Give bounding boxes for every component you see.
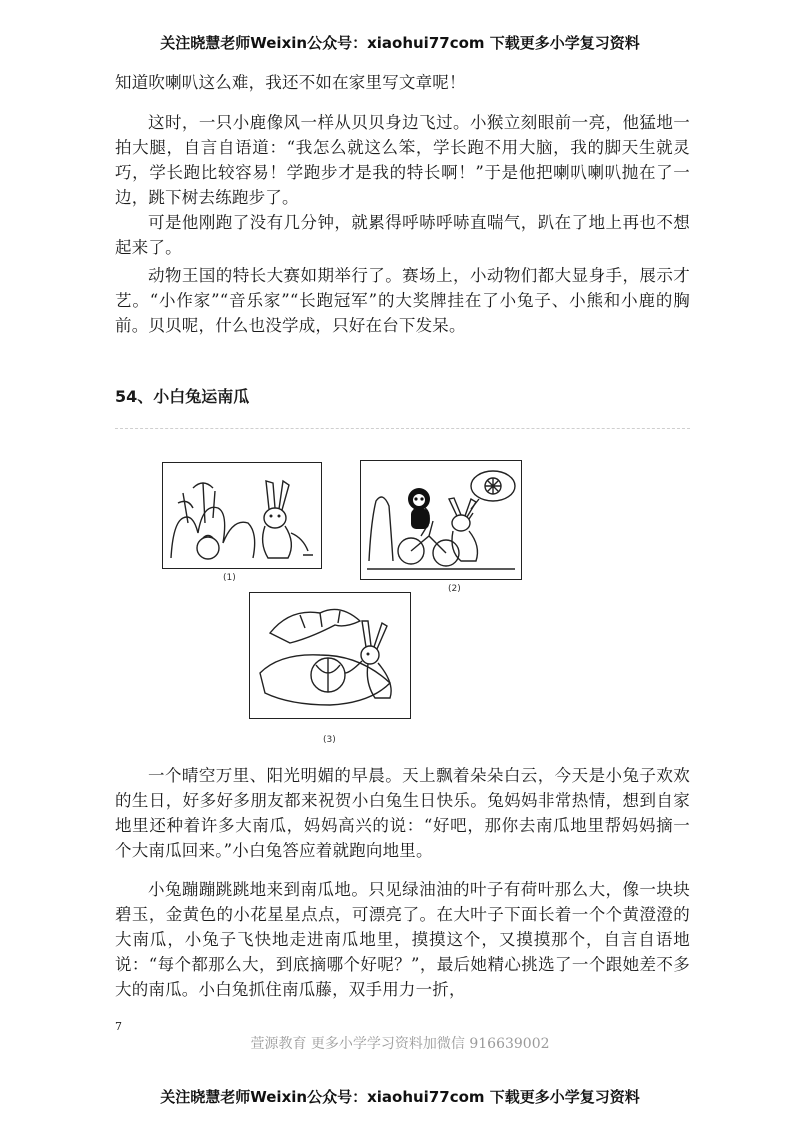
section-heading: 54、小白兔运南瓜 (115, 387, 250, 406)
paragraph-deer: 这时，一只小鹿像风一样从贝贝身边飞过。小猴立刻眼前一亮，他猛地一拍大腿，自言自语道：“我怎么就这么笨，学长跑不用大脑，我的脚天生就灵巧，学长跑比较容易！学跑步才是我的特长啊！”于是他把喇叭喇叭抛在了一边，跳下树去练跑步了。 (115, 113, 690, 207)
paragraph-birthday: 一个晴空万里、阳光明媚的早晨。天上飘着朵朵白云，今天是小兔子欢欢的生日，好多好多朋友都来祝贺小白兔生日快乐。兔妈妈非常热情，想到自家地里还种着许多大南瓜，妈妈高兴的说：“好吧，那你去南瓜地里帮妈妈摘一个大南瓜回来。”小白兔答应着就跑向地里。 (115, 766, 690, 860)
page-number: 7 (115, 1020, 122, 1033)
paragraph-tired: 可是他刚跑了没有几分钟，就累得呼哧呼哧直喘气，趴在了地上再也不想起来了。 (115, 213, 690, 257)
paragraph-pumpkin-field: 小兔蹦蹦跳跳地来到南瓜地。只见绿油油的叶子有荷叶那么大，像一块块碧玉，金黄色的小花星星点点，可漂亮了。在大叶子下面长着一个个黄澄澄的大南瓜，小兔子飞快地走进南瓜地里，摸摸这个，又摸摸那个，自言自语地说：“每个都那么大，到底摘哪个好呢？”，最后她精心挑选了一个跟她差不多大的南瓜。小白兔抓住南瓜藤，双手用力一折， (115, 880, 690, 999)
rabbit-in-pumpkin-field-drawing (163, 463, 321, 568)
paragraph-continuation: 知道吹喇叭这么难，我还不如在家里写文章呢！ (115, 73, 466, 92)
paragraph-contest: 动物王国的特长大赛如期举行了。赛场上，小动物们都大显身手，展示才艺。“小作家”“音乐家”“长跑冠军”的大奖牌挂在了小兔子、小熊和小鹿的胸前。贝贝呢，什么也没学成，只好在台下发呆。 (115, 266, 690, 335)
header-banner: 关注晓慧老师Weixin公众号：xiaohui77com 下载更多小学复习资料 (160, 34, 640, 52)
footer-banner: 关注晓慧老师Weixin公众号：xiaohui77com 下载更多小学复习资料 (160, 1088, 640, 1106)
caption-2: (2) (448, 584, 461, 594)
divider (115, 428, 690, 429)
caption-1: (1) (223, 573, 236, 583)
illustration-3 (249, 592, 411, 719)
panda-on-bicycle-with-rabbit-drawing (361, 461, 521, 579)
footer-watermark: 萱源教育 更多小学学习资料加微信 916639002 (250, 1036, 550, 1052)
illustration-2 (360, 460, 522, 580)
rabbit-rolling-pumpkin-drawing (250, 593, 410, 718)
caption-3: (3) (323, 735, 336, 745)
illustration-1 (162, 462, 322, 569)
